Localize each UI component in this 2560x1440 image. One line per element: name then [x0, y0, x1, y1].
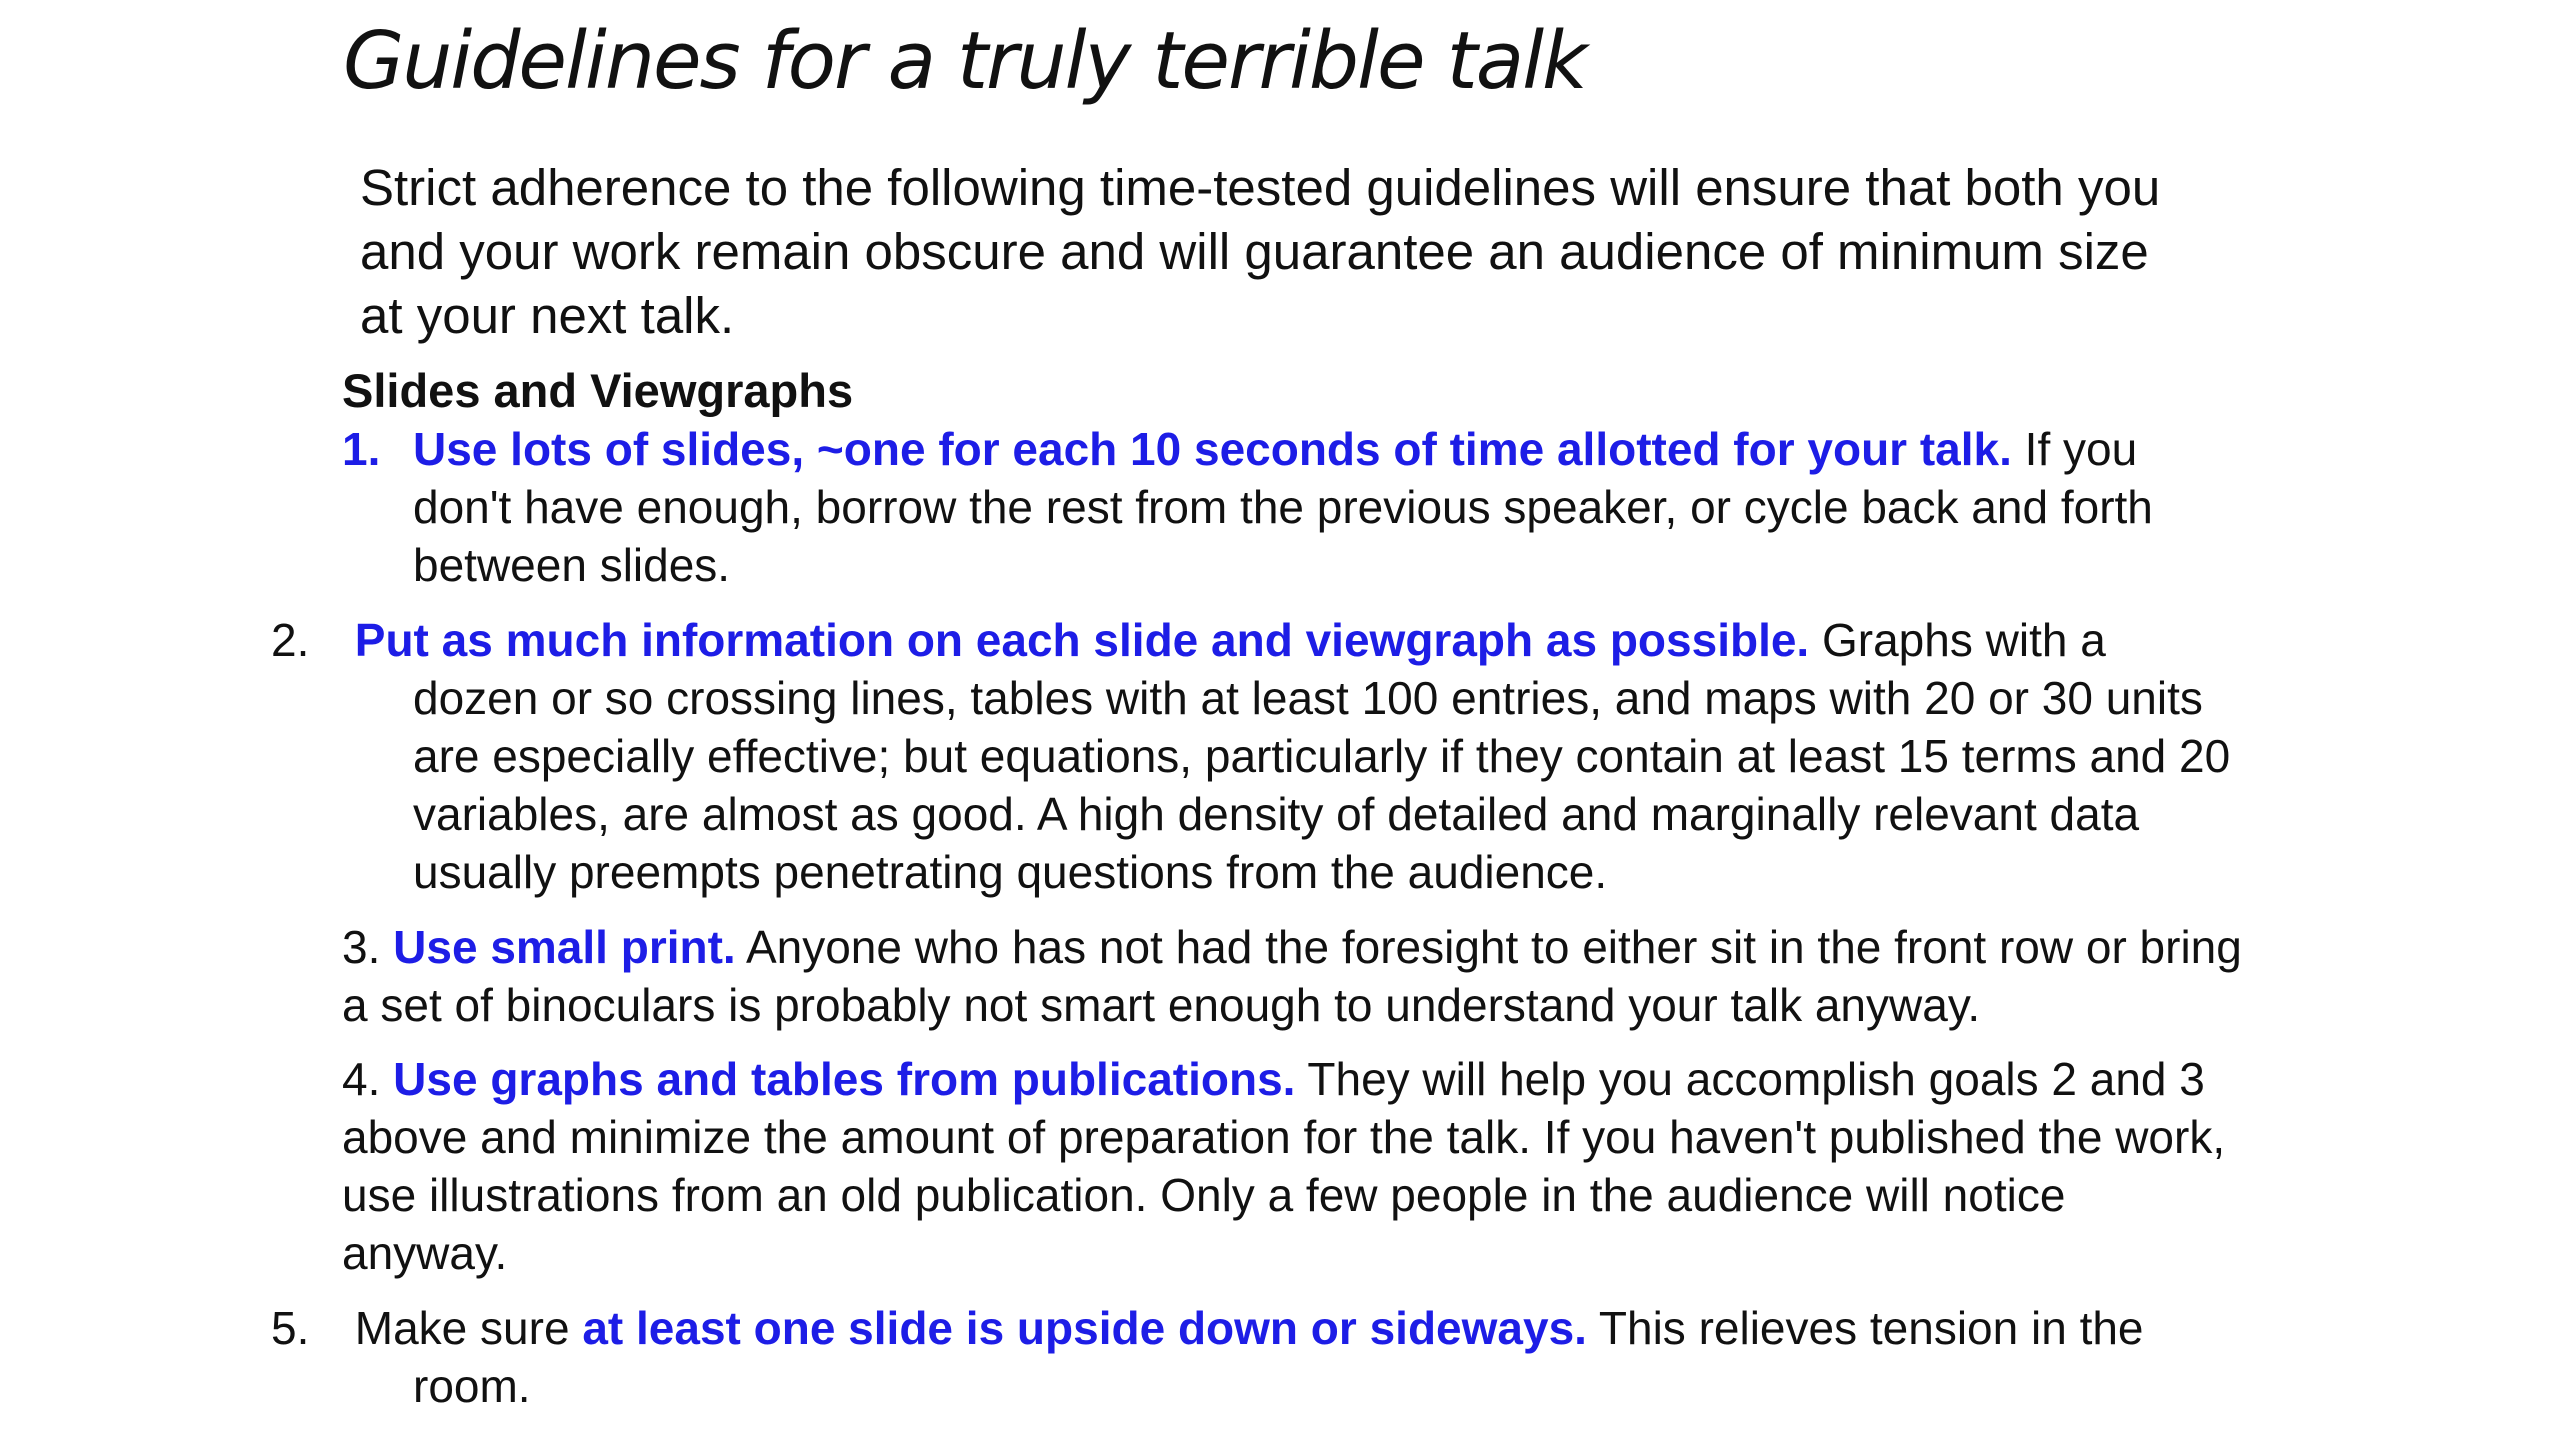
guideline-text: If you don't have enough, borrow the rest from the previous speaker, or cycle back and forth between slides.: [413, 423, 2153, 591]
guideline-emphasis: Put as much information on each slide and viewgraph as possible.: [354, 614, 1810, 666]
guideline-lead: [342, 614, 355, 666]
guideline-number: 3.: [342, 921, 381, 973]
guideline-number: 1.: [342, 423, 381, 475]
slide-title: Guidelines for a truly terrible talk: [343, 15, 1586, 107]
guideline-text: They will help you accomplish goals 2 and 3 above and minimize the amount of preparation for the talk. If you haven't published the work, use illustrations from an old publication. Only a few people in the audience will notice anyway.: [342, 1053, 2226, 1279]
guideline-item-1: [342, 420, 2242, 594]
guideline-text: Graphs with a dozen or so crossing lines, tables with at least 100 entries, and maps with 20 or 30 units are especially effective; but equations, particularly if they contain at least 15 terms and 20 variables, are almost as good. A high density of detailed and marginally relevant data usually preempts penetrating questions from the audience.: [413, 614, 2231, 898]
guideline-number: 4.: [342, 1053, 381, 1105]
guideline-item-2: 2. Put as much information on each slide and viewgraph as possible. Graphs with a dozen or so crossing lines, tables with at least 100 entries, and maps with 20 or 30 units are especially effective; but equations, particularly if they contain at least 15 terms and 20 variables, are almost as good. A high density of detailed and marginally relevant data usually preempts penetrating questions from the audience.: [271, 614, 2231, 898]
guideline-lead: [380, 1053, 393, 1105]
guideline-emphasis: Use small print.: [393, 921, 736, 973]
guideline-text: This relieves tension in the room.: [413, 1302, 2144, 1412]
guideline-emphasis: Use lots of slides, ~one for each 10 seconds of time allotted for your talk.: [413, 423, 2012, 475]
intro-paragraph: Strict adherence to the following time-tested guidelines will ensure that both you and your work remain obscure and will guarantee an audience of minimum size at your next talk.: [360, 159, 2161, 344]
guideline-item-5: 5. Make sure at least one slide is upside down or sideways. This relieves tension in the room.: [271, 1302, 2144, 1412]
guideline-lead: [380, 921, 393, 973]
guideline-text: Anyone who has not had the foresight to either sit in the front row or bring a set of binoculars is probably not smart enough to understand your talk anyway.: [342, 921, 2242, 1031]
guideline-emphasis: at least one slide is upside down or sideways.: [582, 1302, 1587, 1354]
guideline-item-3: [342, 918, 2242, 1034]
section-heading: Slides and Viewgraphs: [342, 364, 854, 417]
guideline-lead: Make sure: [342, 1302, 583, 1354]
guideline-item-4: [342, 1050, 2242, 1282]
guideline-emphasis: Use graphs and tables from publications.: [393, 1053, 1296, 1105]
